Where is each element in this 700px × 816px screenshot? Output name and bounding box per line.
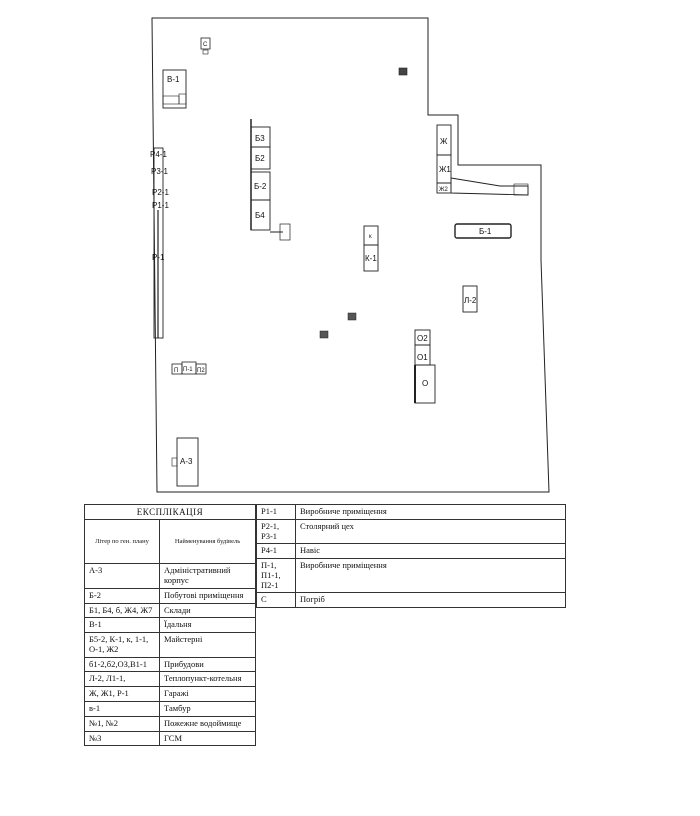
label-zh2: Ж2 xyxy=(439,187,448,193)
label-b2: Б2 xyxy=(255,154,265,163)
label-v1: В-1 xyxy=(167,75,180,84)
label-r4: Р4-1 xyxy=(150,150,167,159)
table-row: Р1-1 Виробниче приміщення xyxy=(257,505,566,520)
table-row: Ж, Ж1, Р-1 Гаражі xyxy=(85,687,256,702)
label-b3: Б3 xyxy=(255,134,265,143)
label-k1: К-1 xyxy=(365,254,377,263)
col-name-header: Найменування будівель xyxy=(160,520,256,564)
label-l2: Л-2 xyxy=(464,296,477,305)
label-b1: Б-1 xyxy=(479,227,492,236)
explication-table-left xyxy=(84,504,256,746)
building-n3 xyxy=(399,68,407,75)
site-boundary xyxy=(152,18,549,492)
table-row: Р4-1 Навіс xyxy=(257,544,566,559)
table-row: Б1, Б4, б, Ж4, Ж7 Склади xyxy=(85,603,256,618)
table-row: С Погріб xyxy=(257,593,566,608)
table-row: А-3 Адміністративний корпус xyxy=(85,564,256,589)
building-n2 xyxy=(320,331,328,338)
label-zh1: Ж1 xyxy=(439,165,451,174)
label-a3: А-3 xyxy=(180,457,193,466)
table-row: В-1 Їдальня xyxy=(85,618,256,633)
label-p1: П-1 xyxy=(183,367,193,373)
label-zh: Ж xyxy=(440,137,448,146)
label-b4: Б4 xyxy=(255,211,265,220)
table-row: №1, №2 Пожежне водоймище xyxy=(85,716,256,731)
table-row: б1-2,б2,ОЗ,В1-1 Прибудови xyxy=(85,657,256,672)
label-s: С xyxy=(203,42,208,48)
label-k: к xyxy=(369,234,372,240)
table-row: Б-2 Побутові приміщення xyxy=(85,588,256,603)
explication-table-right xyxy=(256,504,566,608)
label-o2: О2 xyxy=(417,334,428,343)
label-o: О xyxy=(422,379,429,388)
table-row: Б5-2, К-1, к, 1-1, О-1, Ж2 Майстерні xyxy=(85,633,256,658)
label-pi: П xyxy=(174,368,179,374)
table-row: Л-2, Л1-1, Теплопункт-котельня xyxy=(85,672,256,687)
table-row: Р2-1, Р3-1 Столярний цех xyxy=(257,519,566,544)
table-row: в-1 Тамбур xyxy=(85,702,256,717)
col-letter-header: Літер по ген. плану xyxy=(85,520,160,564)
table-row: №3 ГСМ xyxy=(85,731,256,746)
label-r3: Р3-1 xyxy=(151,167,168,176)
building-n1 xyxy=(348,313,356,320)
label-p-1: Р-1 xyxy=(152,253,165,262)
label-b2-dash: Б-2 xyxy=(254,182,267,191)
label-o1: О1 xyxy=(417,353,428,362)
label-r1: Р1-1 xyxy=(152,201,169,210)
explication-title: ЕКСПЛІКАЦІЯ xyxy=(85,505,256,520)
label-r2: Р2-1 xyxy=(152,188,169,197)
table-row: П-1, П1-1, П2-1 Виробниче приміщення xyxy=(257,559,566,593)
label-p2: П2 xyxy=(197,368,205,374)
